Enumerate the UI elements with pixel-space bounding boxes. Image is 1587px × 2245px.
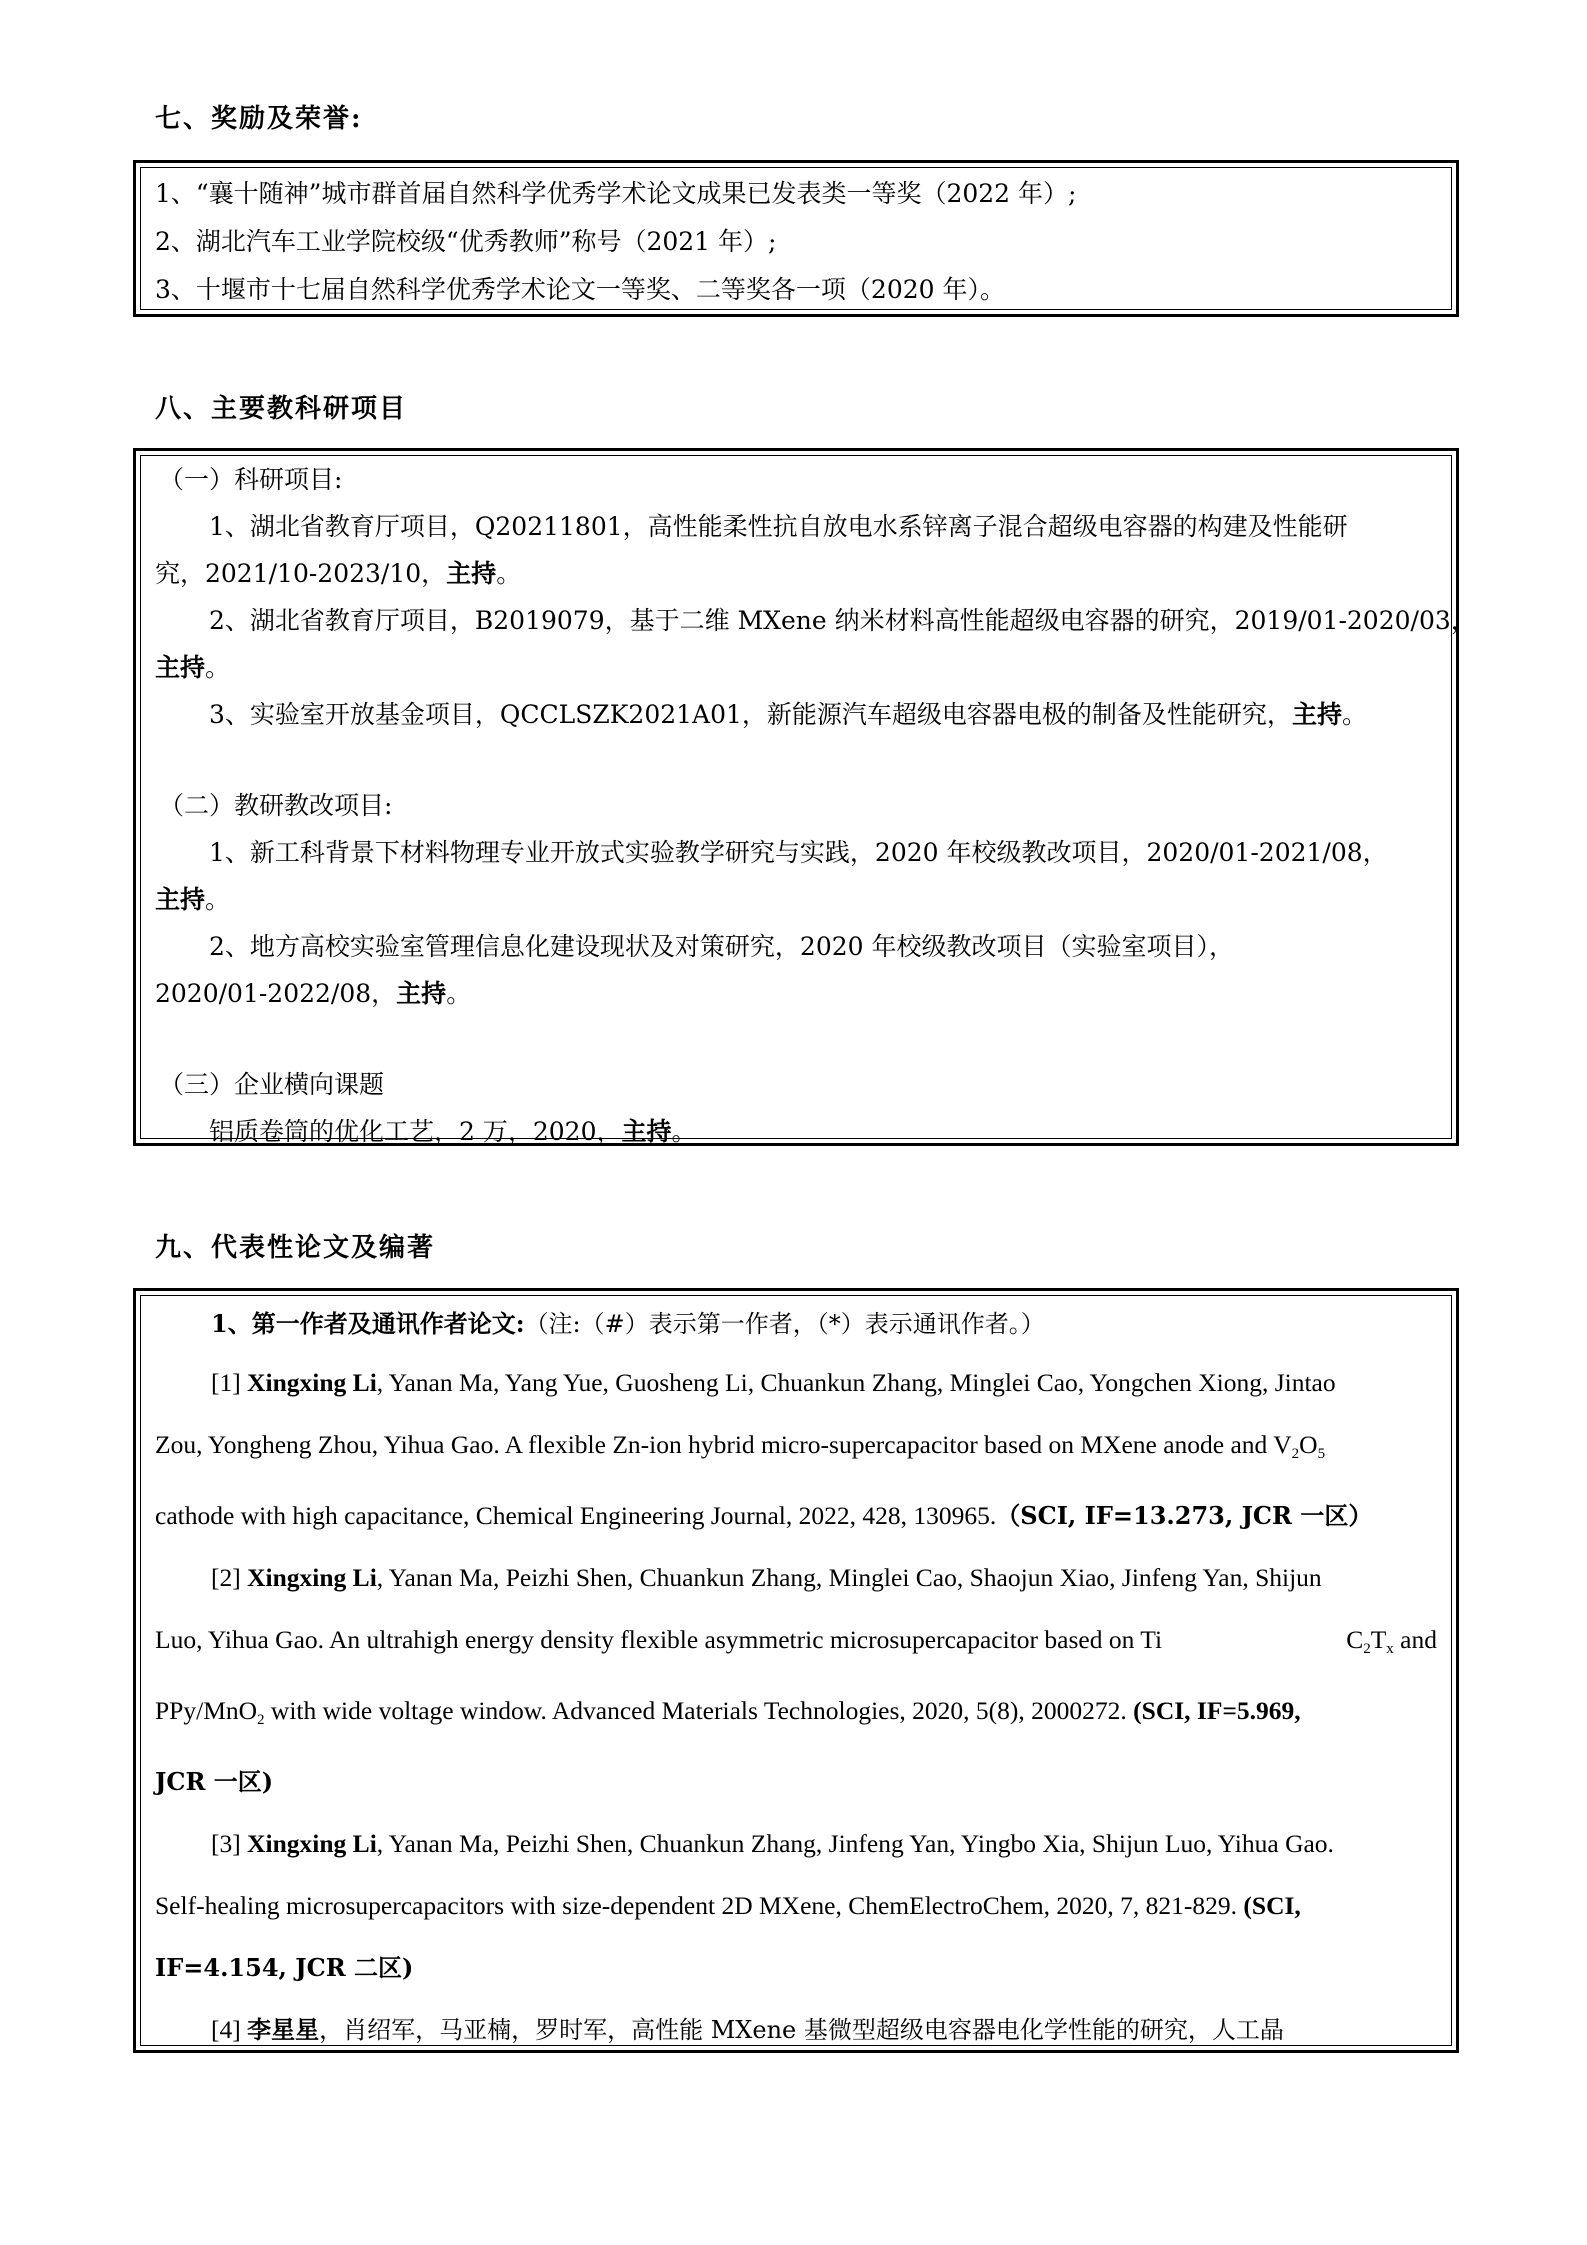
research-heading: （一）科研项目:: [159, 465, 343, 494]
paper-line: Luo, Yihua Gao. An ultrahigh energy density flexible asymmetric microsupercapacitor based on Ti C2Tx and: [155, 1625, 1437, 1657]
paper-line: Self-healing microsupercapacitors with size-dependent 2D MXene, ChemElectroChem, 2020, 7, 821-829. (SCI,: [155, 1891, 1301, 1920]
section-title-papers: 九、代表性论文及编著: [155, 1233, 436, 1263]
projects-box: [133, 448, 1476, 1146]
project-line: 铝质卷筒的优化工艺，2 万，2020，主持。: [209, 1117, 697, 1146]
paper-line: cathode with high capacitance, Chemical Engineering Journal, 2022, 428, 130965.（SCI, IF=13.273, JCR 一区）: [155, 1501, 1373, 1530]
paper-line: [2] Xingxing Li, Yanan Ma, Peizhi Shen, Chuankun Zhang, Minglei Cao, Shaojun Xiao, Jinfeng Yan, Shijun: [211, 1563, 1322, 1592]
enterprise-heading: （三）企业横向课题: [159, 1070, 385, 1099]
papers-heading: 1、第一作者及通讯作者论文:（注:（#）表示第一作者，（*）表示通讯作者。）: [211, 1309, 1045, 1338]
papers-box: [133, 1288, 1459, 2053]
award-item: 2、湖北汽车工业学院校级“优秀教师”称号（2021 年）;: [155, 227, 777, 256]
project-line: 主持。: [155, 885, 231, 914]
project-line: 1、湖北省教育厅项目，Q20211801，高性能柔性抗自放电水系锌离子混合超级电容器的构建及性能研: [209, 512, 1348, 541]
project-line: 2020/01-2022/08，主持。: [155, 979, 472, 1008]
paper-line: IF=4.154, JCR 二区): [155, 1953, 414, 1982]
project-line: 2、地方高校实验室管理信息化建设现状及对策研究，2020 年校级教改项目（实验室项目），: [209, 932, 1234, 961]
project-line: 1、新工科背景下材料物理专业开放式实验教学研究与实践，2020 年校级教改项目，2020/01-2021/08，: [209, 838, 1388, 867]
section-title-projects: 八、主要教科研项目: [155, 394, 408, 424]
paper-line: [1] Xingxing Li, Yanan Ma, Yang Yue, Guosheng Li, Chuankun Zhang, Minglei Cao, Yongchen Xiong, Jintao: [211, 1368, 1336, 1397]
section-title-awards: 七、奖励及荣誉:: [155, 104, 363, 134]
paper-line: Zou, Yongheng Zhou, Yihua Gao. A flexible Zn-ion hybrid micro-supercapacitor based on MXene anode and V2O5: [155, 1430, 1326, 1462]
awards-box: [133, 160, 1459, 317]
paper-line: PPy/MnO2 with wide voltage window. Advanced Materials Technologies, 2020, 5(8), 2000272. (SCI, IF=5.969,: [155, 1696, 1301, 1728]
award-item: 1、“襄十随神”城市群首届自然科学优秀学术论文成果已发表类一等奖（2022 年）;: [155, 179, 1077, 208]
project-line: 3、实验室开放基金项目，QCCLSZK2021A01，新能源汽车超级电容器电极的制备及性能研究，主持。: [209, 700, 1367, 729]
paper-line: JCR 一区): [155, 1767, 274, 1796]
teaching-heading: （二）教研教改项目:: [159, 791, 393, 820]
project-line: 主持。: [155, 653, 231, 682]
paper-line: [4] 李星星，肖绍军，马亚楠，罗时军，高性能 MXene 基微型超级电容器电化学性能的研究，人工晶: [211, 2015, 1284, 2044]
paper-line: [3] Xingxing Li, Yanan Ma, Peizhi Shen, Chuankun Zhang, Jinfeng Yan, Yingbo Xia, Shijun Luo, Yihua Gao.: [211, 1829, 1334, 1858]
project-line: 2、湖北省教育厅项目，B2019079，基于二维 MXene 纳米材料高性能超级电容器的研究，2019/01-2020/03，: [209, 606, 1476, 635]
project-line: 究，2021/10-2023/10，主持。: [155, 559, 522, 588]
award-item: 3、十堰市十七届自然科学优秀学术论文一等奖、二等奖各一项（2020 年）。: [155, 275, 1005, 304]
